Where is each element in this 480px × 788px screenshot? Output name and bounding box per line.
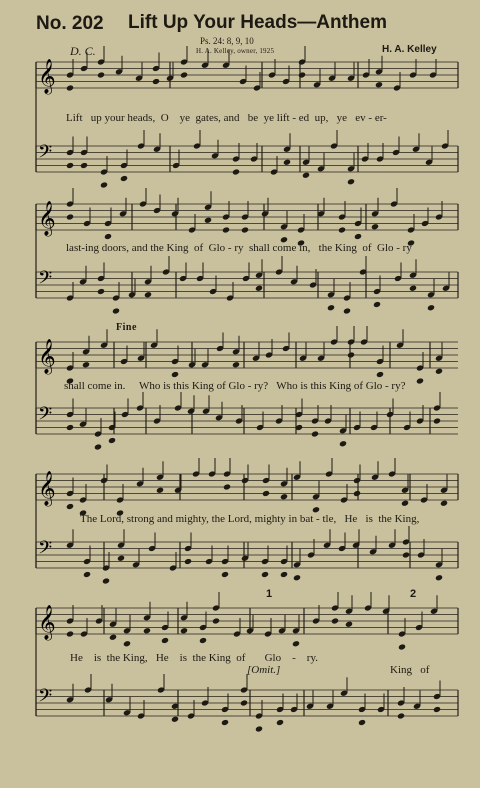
note-head [401, 500, 409, 507]
note-head [409, 285, 417, 292]
note-head [100, 181, 108, 188]
note-head [255, 725, 263, 732]
note-head [427, 304, 435, 311]
note-head [221, 571, 229, 578]
treble-clef-icon: 𝄞 [38, 201, 56, 236]
note-head [262, 490, 270, 497]
lyrics-line-1: Lift up your heads, O ye gates, and be ye lift - ed up, ye ev - er- [66, 112, 387, 124]
note-head [82, 361, 90, 368]
note-head [433, 706, 441, 713]
da-capo-mark: D. C. [70, 44, 96, 58]
note-head [255, 285, 263, 292]
note-head [152, 78, 160, 85]
lyrics-line-3: shall come in. Who is this King of Glo - ry? Who is this King of Glo - ry? [64, 380, 406, 392]
note-head [204, 217, 212, 224]
note-head [433, 417, 441, 424]
note-head [241, 226, 249, 233]
treble-clef-icon: 𝄞 [38, 471, 56, 506]
note-head [358, 719, 366, 726]
note-head [112, 307, 120, 314]
note-head [221, 719, 229, 726]
note-head [276, 719, 284, 726]
bass-clef-icon: 𝄢 [38, 404, 53, 429]
note-head [66, 213, 74, 220]
note-head [232, 168, 240, 175]
note-head [66, 162, 74, 169]
note-head [298, 71, 306, 78]
note-head [83, 571, 91, 578]
note-head [97, 71, 105, 78]
note-head [416, 377, 424, 384]
note-head [354, 233, 362, 240]
first-ending-number: 1 [266, 588, 273, 600]
composer-name: H. A. Kelley [382, 44, 437, 55]
note-head [280, 571, 288, 578]
note-head [123, 640, 131, 647]
note-head [240, 699, 248, 706]
note-head [180, 627, 188, 634]
note-head [97, 288, 105, 295]
note-head [311, 430, 319, 437]
note-head [435, 574, 443, 581]
note-head [171, 716, 179, 723]
lyrics-line-5-second-ending: King of [390, 664, 430, 676]
note-head [331, 617, 339, 624]
note-head [293, 574, 301, 581]
note-head [102, 577, 110, 584]
note-head [120, 175, 128, 182]
note-head [283, 159, 291, 166]
bass-clef-icon: 𝄢 [38, 142, 53, 167]
hymn-title: Lift Up Your Heads—Anthem [128, 12, 387, 33]
note-head [66, 424, 74, 431]
fine-mark: Fine [116, 322, 137, 333]
bass-clef-icon: 𝄢 [38, 686, 53, 711]
note-head [345, 621, 353, 628]
note-head [180, 71, 188, 78]
omit-mark: [Omit.] [247, 664, 281, 676]
note-head [353, 490, 361, 497]
note-head [66, 630, 74, 637]
bass-clef-icon: 𝄢 [38, 268, 53, 293]
note-head [440, 500, 448, 507]
note-head [375, 81, 383, 88]
note-head [184, 558, 192, 565]
scripture-reference: Ps. 24: 8, 9, 10 [200, 36, 254, 46]
note-head [117, 555, 125, 562]
note-head [347, 178, 355, 185]
note-head [223, 483, 231, 490]
lyrics-line-4: The Lord, strong and mighty, the Lord, mighty in bat - tle, He is the King, [80, 513, 420, 525]
lyrics-line-5: He is the King, He is the King of Glo - ry. [70, 652, 318, 664]
note-head [144, 291, 152, 298]
note-head [222, 226, 230, 233]
note-head [104, 233, 112, 240]
note-head [66, 503, 74, 510]
note-head [143, 627, 151, 634]
second-ending-number: 2 [410, 588, 417, 600]
note-head [338, 226, 346, 233]
note-head [373, 301, 381, 308]
note-head [402, 551, 410, 558]
treble-clef-icon: 𝄞 [38, 339, 56, 374]
note-head [327, 304, 335, 311]
note-head [339, 440, 347, 447]
note-head [343, 307, 351, 314]
note-head [261, 571, 269, 578]
note-head [66, 84, 74, 91]
note-head [109, 634, 117, 641]
note-head [156, 487, 164, 494]
hymn-number: No. 202 [36, 13, 104, 34]
note-head [94, 443, 102, 450]
note-head [280, 493, 288, 500]
note-head [199, 637, 207, 644]
lyrics-line-2: last-ing doors, and the King of Glo - ry shall come in, the King of Glo - ry [66, 242, 412, 254]
note-head [161, 637, 169, 644]
treble-clef-icon: 𝄞 [38, 605, 56, 640]
note-head [212, 617, 220, 624]
note-head [292, 640, 300, 647]
note-head [371, 223, 379, 230]
copyright-owner: H. A. Kelley, owner, 1925 [196, 47, 275, 55]
note-head [398, 643, 406, 650]
note-head [171, 371, 179, 378]
note-head [108, 437, 116, 444]
note-head [435, 368, 443, 375]
note-head [302, 172, 310, 179]
note-head [347, 351, 355, 358]
note-head [232, 361, 240, 368]
treble-clef-icon: 𝄞 [38, 59, 56, 94]
note-head [397, 712, 405, 719]
bass-clef-icon: 𝄢 [38, 538, 53, 563]
note-head [376, 371, 384, 378]
note-head [80, 162, 88, 169]
